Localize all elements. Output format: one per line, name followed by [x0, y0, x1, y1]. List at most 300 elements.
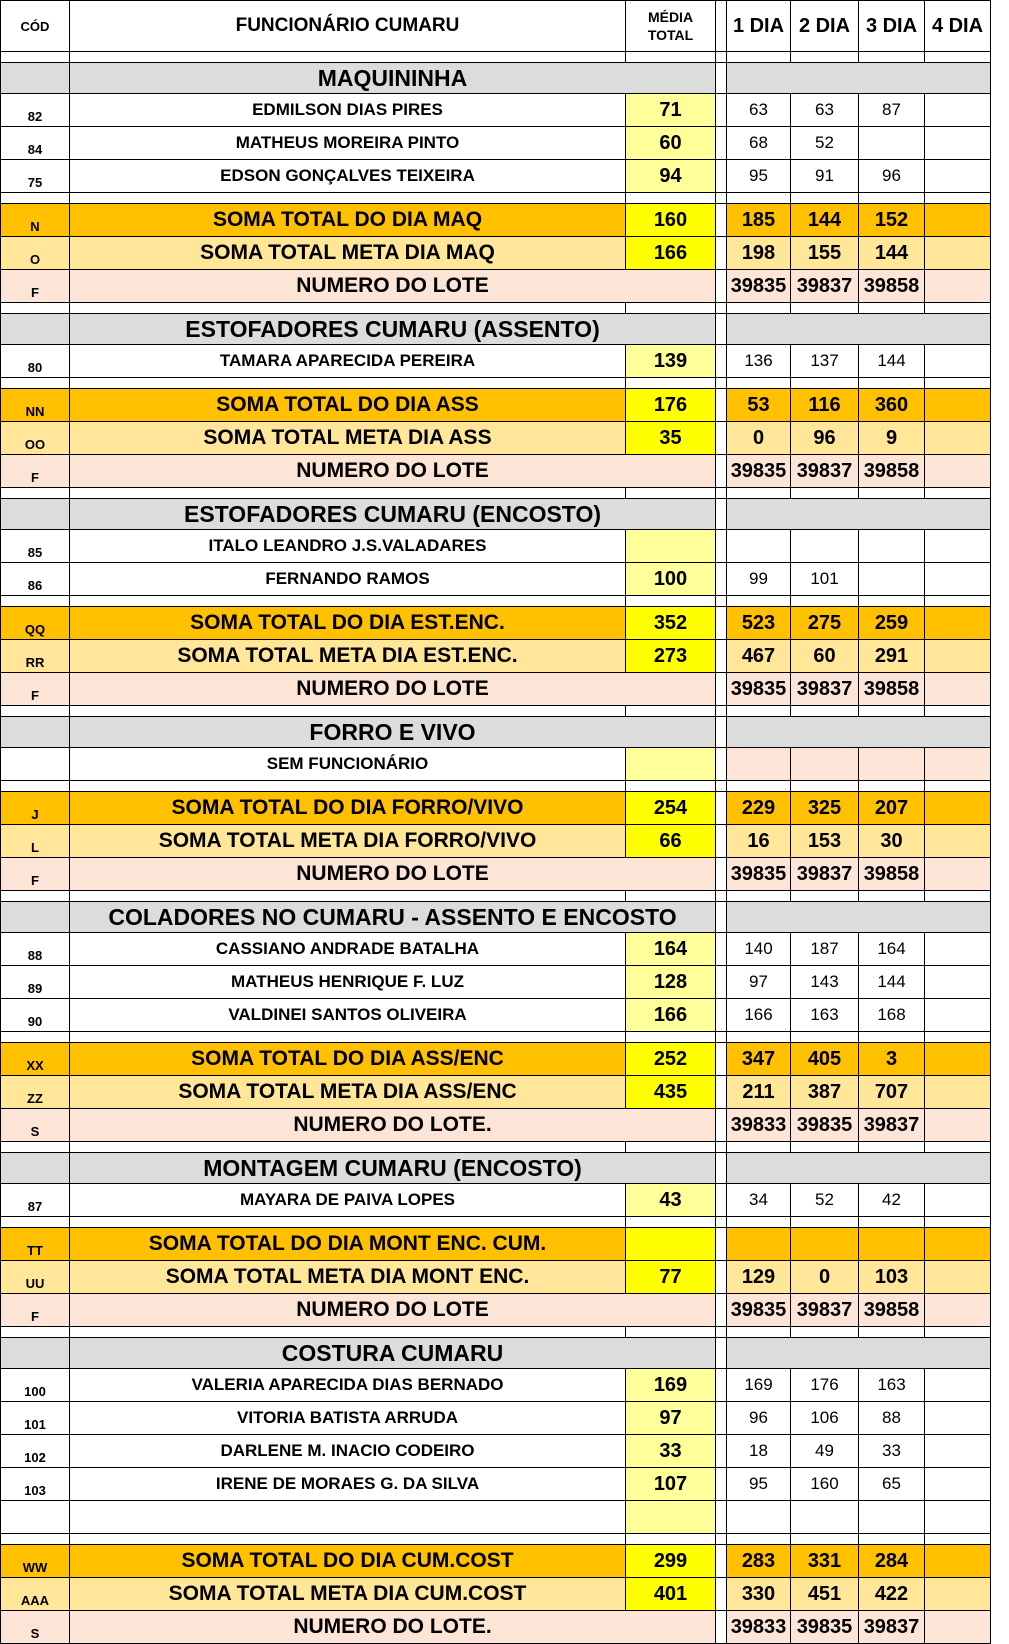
employee-cod: 86 — [1, 563, 70, 596]
separator-cell — [716, 607, 727, 640]
gap-row — [1, 891, 991, 902]
lote-day-1: 39835 — [727, 455, 791, 488]
meta-row — [1, 825, 991, 858]
gap-cell — [70, 596, 626, 607]
lote-day-3: 39858 — [859, 858, 925, 891]
employee-day-3 — [859, 1501, 925, 1534]
lote-day-1: 39833 — [727, 1611, 791, 1644]
employee-day-1 — [727, 1501, 791, 1534]
total-cod: N — [1, 204, 70, 237]
employee-cod: 87 — [1, 1184, 70, 1217]
gap-cell — [859, 193, 925, 204]
separator-cell — [716, 792, 727, 825]
employee-cod: 90 — [1, 999, 70, 1032]
section-header-row — [1, 63, 991, 94]
employee-media: 97 — [626, 1402, 716, 1435]
meta-day-3: 291 — [859, 640, 925, 673]
gap-cell — [925, 378, 991, 389]
lote-cod: S — [1, 1109, 70, 1142]
gap-cell — [925, 1032, 991, 1043]
gap-cell — [925, 193, 991, 204]
meta-cod: O — [1, 237, 70, 270]
separator-cell — [716, 345, 727, 378]
gap-cell — [791, 1327, 859, 1338]
total-day-2: 331 — [791, 1545, 859, 1578]
gap-cell — [1, 1327, 70, 1338]
gap-cell — [791, 1217, 859, 1228]
employee-media: 94 — [626, 160, 716, 193]
meta-cod: OO — [1, 422, 70, 455]
gap-row — [1, 378, 991, 389]
employee-row — [1, 999, 991, 1032]
gap-cell — [626, 193, 716, 204]
separator-cell — [716, 94, 727, 127]
employee-name: VALERIA APARECIDA DIAS BERNADO — [70, 1369, 626, 1402]
lote-row — [1, 858, 991, 891]
employee-day-2: 101 — [791, 563, 859, 596]
gap-cell — [626, 378, 716, 389]
separator-cell — [716, 999, 727, 1032]
meta-row — [1, 237, 991, 270]
gap-cell — [70, 1217, 626, 1228]
gap-cell — [859, 706, 925, 717]
separator-cell — [716, 63, 727, 94]
total-day-3: 360 — [859, 389, 925, 422]
total-day-1: 53 — [727, 389, 791, 422]
separator-cell — [716, 1261, 727, 1294]
gap-cell — [925, 303, 991, 314]
total-day-2: 405 — [791, 1043, 859, 1076]
gap-cell — [1, 781, 70, 792]
employee-day-4 — [925, 933, 991, 966]
separator-cell — [716, 1032, 727, 1043]
total-cod: NN — [1, 389, 70, 422]
meta-day-3: 707 — [859, 1076, 925, 1109]
meta-day-1: 211 — [727, 1076, 791, 1109]
lote-day-4 — [925, 270, 991, 303]
employee-media: 107 — [626, 1468, 716, 1501]
lote-day-2: 39837 — [791, 673, 859, 706]
separator-cell — [716, 1534, 727, 1545]
separator-cell — [716, 160, 727, 193]
section-cod-cell — [1, 1153, 70, 1184]
employee-row — [1, 127, 991, 160]
gap-cell — [859, 1217, 925, 1228]
gap-cell — [727, 193, 791, 204]
meta-row — [1, 1261, 991, 1294]
employee-cod — [1, 748, 70, 781]
meta-media: 273 — [626, 640, 716, 673]
total-cod: WW — [1, 1545, 70, 1578]
gap-cell — [1, 1142, 70, 1153]
total-day-2 — [791, 1228, 859, 1261]
gap-cell — [859, 1142, 925, 1153]
employee-media: 169 — [626, 1369, 716, 1402]
meta-cod: RR — [1, 640, 70, 673]
employee-day-1: 166 — [727, 999, 791, 1032]
meta-label: SOMA TOTAL META DIA MONT ENC. — [70, 1261, 626, 1294]
gap-cell — [727, 1327, 791, 1338]
separator-cell — [716, 1338, 727, 1369]
lote-day-1: 39835 — [727, 270, 791, 303]
gap-cell — [925, 781, 991, 792]
meta-media: 35 — [626, 422, 716, 455]
separator-cell — [716, 1076, 727, 1109]
gap-cell — [626, 781, 716, 792]
employee-day-4 — [925, 966, 991, 999]
header-media-line1: MÉDIA — [647, 9, 694, 25]
gap-cell — [727, 1534, 791, 1545]
lote-cod: S — [1, 1611, 70, 1644]
separator-cell — [716, 1142, 727, 1153]
meta-day-2: 387 — [791, 1076, 859, 1109]
total-media: 352 — [626, 607, 716, 640]
gap-cell — [626, 303, 716, 314]
employee-day-2 — [791, 748, 859, 781]
employee-media — [626, 748, 716, 781]
gap-cell — [626, 596, 716, 607]
separator-cell — [716, 389, 727, 422]
gap-cell — [925, 1142, 991, 1153]
gap-cell — [1, 596, 70, 607]
gap-cell — [859, 596, 925, 607]
employee-row — [1, 966, 991, 999]
gap-row — [1, 1327, 991, 1338]
section-title: MONTAGEM CUMARU (ENCOSTO) — [70, 1153, 716, 1184]
separator-cell — [716, 237, 727, 270]
meta-media: 435 — [626, 1076, 716, 1109]
header-cod: CÓD — [1, 1, 70, 52]
separator-cell — [716, 1611, 727, 1644]
employee-media: 60 — [626, 127, 716, 160]
total-day-4 — [925, 792, 991, 825]
gap-cell — [70, 1534, 626, 1545]
gap-cell — [859, 1534, 925, 1545]
employee-day-1: 96 — [727, 1402, 791, 1435]
meta-day-2: 96 — [791, 422, 859, 455]
employee-row — [1, 94, 991, 127]
section-title: MAQUININHA — [70, 63, 716, 94]
employee-media — [626, 530, 716, 563]
employee-day-1: 97 — [727, 966, 791, 999]
employee-day-3: 164 — [859, 933, 925, 966]
gap-cell — [727, 781, 791, 792]
employee-day-1: 169 — [727, 1369, 791, 1402]
total-day-3: 207 — [859, 792, 925, 825]
lote-label: NUMERO DO LOTE — [70, 1294, 716, 1327]
employee-day-2: 176 — [791, 1369, 859, 1402]
employee-day-1: 68 — [727, 127, 791, 160]
gap-cell — [70, 1327, 626, 1338]
header-name: FUNCIONÁRIO CUMARU — [70, 1, 626, 52]
employee-day-1: 99 — [727, 563, 791, 596]
gap-cell — [859, 781, 925, 792]
gap-cell — [1, 891, 70, 902]
section-header-row — [1, 902, 991, 933]
total-label: SOMA TOTAL DO DIA EST.ENC. — [70, 607, 626, 640]
employee-name: FERNANDO RAMOS — [70, 563, 626, 596]
sheet-body — [1, 1, 991, 1644]
employee-day-4 — [925, 1468, 991, 1501]
employee-cod: 80 — [1, 345, 70, 378]
meta-day-3: 30 — [859, 825, 925, 858]
employee-cod: 102 — [1, 1435, 70, 1468]
total-label: SOMA TOTAL DO DIA MONT ENC. CUM. — [70, 1228, 626, 1261]
section-days-cell — [727, 1338, 991, 1369]
employee-day-2: 49 — [791, 1435, 859, 1468]
employee-name: EDMILSON DIAS PIRES — [70, 94, 626, 127]
section-days-cell — [727, 717, 991, 748]
lote-day-1: 39835 — [727, 858, 791, 891]
employee-row — [1, 1402, 991, 1435]
employee-name: MAYARA DE PAIVA LOPES — [70, 1184, 626, 1217]
gap-cell — [791, 303, 859, 314]
separator-cell — [716, 1294, 727, 1327]
gap-cell — [925, 52, 991, 63]
gap-cell — [727, 706, 791, 717]
total-day-4 — [925, 607, 991, 640]
employee-cod: 84 — [1, 127, 70, 160]
employee-day-2: 137 — [791, 345, 859, 378]
header-day-4: 4 DIA — [925, 1, 991, 52]
lote-day-4 — [925, 1294, 991, 1327]
employee-row — [1, 160, 991, 193]
meta-day-4 — [925, 1076, 991, 1109]
employee-name: MATHEUS MOREIRA PINTO — [70, 127, 626, 160]
gap-row — [1, 488, 991, 499]
separator-cell — [716, 858, 727, 891]
employee-name: VALDINEI SANTOS OLIVEIRA — [70, 999, 626, 1032]
gap-cell — [727, 378, 791, 389]
lote-day-1: 39833 — [727, 1109, 791, 1142]
separator-cell — [716, 303, 727, 314]
employee-name — [70, 1501, 626, 1534]
lote-day-4 — [925, 1109, 991, 1142]
total-day-2: 275 — [791, 607, 859, 640]
employee-name: ITALO LEANDRO J.S.VALADARES — [70, 530, 626, 563]
employee-cod: 85 — [1, 530, 70, 563]
lote-day-4 — [925, 858, 991, 891]
gap-cell — [791, 52, 859, 63]
total-cod: QQ — [1, 607, 70, 640]
section-days-cell — [727, 902, 991, 933]
employee-day-2: 63 — [791, 94, 859, 127]
gap-row — [1, 1142, 991, 1153]
separator-cell — [716, 596, 727, 607]
meta-day-1: 129 — [727, 1261, 791, 1294]
section-title: ESTOFADORES CUMARU (ENCOSTO) — [70, 499, 716, 530]
meta-day-3: 144 — [859, 237, 925, 270]
gap-cell — [626, 706, 716, 717]
section-days-cell — [727, 63, 991, 94]
meta-day-4 — [925, 1261, 991, 1294]
employee-row — [1, 748, 991, 781]
employee-day-4 — [925, 1184, 991, 1217]
gap-cell — [727, 52, 791, 63]
lote-label: NUMERO DO LOTE — [70, 858, 716, 891]
section-cod-cell — [1, 499, 70, 530]
separator-cell — [716, 717, 727, 748]
gap-cell — [1, 1534, 70, 1545]
separator-cell — [716, 902, 727, 933]
meta-row — [1, 1578, 991, 1611]
meta-day-1: 16 — [727, 825, 791, 858]
employee-media: 100 — [626, 563, 716, 596]
total-day-4 — [925, 389, 991, 422]
lote-day-1: 39835 — [727, 1294, 791, 1327]
employee-day-2 — [791, 1501, 859, 1534]
employee-cod: 89 — [1, 966, 70, 999]
lote-day-2: 39837 — [791, 270, 859, 303]
total-day-2: 144 — [791, 204, 859, 237]
lote-day-2: 39837 — [791, 858, 859, 891]
lote-label: NUMERO DO LOTE — [70, 455, 716, 488]
separator-cell — [716, 933, 727, 966]
gap-cell — [791, 193, 859, 204]
total-label: SOMA TOTAL DO DIA FORRO/VIVO — [70, 792, 626, 825]
total-day-1: 229 — [727, 792, 791, 825]
meta-day-4 — [925, 1578, 991, 1611]
lote-row — [1, 1611, 991, 1644]
employee-day-2: 52 — [791, 1184, 859, 1217]
employee-cod: 88 — [1, 933, 70, 966]
lote-day-2: 39835 — [791, 1611, 859, 1644]
section-header-row — [1, 1153, 991, 1184]
lote-day-4 — [925, 673, 991, 706]
total-row — [1, 1228, 991, 1261]
gap-cell — [1, 1032, 70, 1043]
employee-day-2: 187 — [791, 933, 859, 966]
section-header-row — [1, 314, 991, 345]
employee-day-1: 95 — [727, 1468, 791, 1501]
total-day-3: 152 — [859, 204, 925, 237]
employee-day-2: 143 — [791, 966, 859, 999]
employee-day-4 — [925, 94, 991, 127]
total-day-3: 284 — [859, 1545, 925, 1578]
gap-row — [1, 1032, 991, 1043]
employee-name: CASSIANO ANDRADE BATALHA — [70, 933, 626, 966]
gap-cell — [925, 706, 991, 717]
separator-cell — [716, 1402, 727, 1435]
employee-row — [1, 1184, 991, 1217]
separator-cell — [716, 706, 727, 717]
gap-cell — [925, 488, 991, 499]
total-row — [1, 1545, 991, 1578]
section-header-row — [1, 499, 991, 530]
lote-day-1: 39835 — [727, 673, 791, 706]
employee-day-2: 52 — [791, 127, 859, 160]
meta-day-2: 153 — [791, 825, 859, 858]
meta-day-2: 451 — [791, 1578, 859, 1611]
employee-media — [626, 1501, 716, 1534]
employee-cod — [1, 1501, 70, 1534]
separator-cell — [716, 891, 727, 902]
section-title: COSTURA CUMARU — [70, 1338, 716, 1369]
header-day-2: 2 DIA — [791, 1, 859, 52]
meta-row — [1, 640, 991, 673]
gap-cell — [727, 1142, 791, 1153]
gap-row — [1, 1217, 991, 1228]
separator-cell — [716, 499, 727, 530]
employee-media: 128 — [626, 966, 716, 999]
gap-row — [1, 52, 991, 63]
employee-day-1 — [727, 530, 791, 563]
employee-row — [1, 345, 991, 378]
employee-day-3: 168 — [859, 999, 925, 1032]
section-days-cell — [727, 499, 991, 530]
gap-row — [1, 1534, 991, 1545]
gap-cell — [70, 891, 626, 902]
total-day-1: 347 — [727, 1043, 791, 1076]
separator-cell — [716, 966, 727, 999]
gap-cell — [791, 1534, 859, 1545]
total-cod: XX — [1, 1043, 70, 1076]
meta-label: SOMA TOTAL META DIA MAQ — [70, 237, 626, 270]
lote-label: NUMERO DO LOTE. — [70, 1611, 716, 1644]
total-cod: TT — [1, 1228, 70, 1261]
total-media: 299 — [626, 1545, 716, 1578]
separator-cell — [716, 1578, 727, 1611]
separator-cell — [716, 781, 727, 792]
gap-cell — [626, 1217, 716, 1228]
meta-day-2: 0 — [791, 1261, 859, 1294]
gap-cell — [70, 781, 626, 792]
total-row — [1, 607, 991, 640]
employee-day-3: 42 — [859, 1184, 925, 1217]
gap-cell — [727, 596, 791, 607]
separator-cell — [716, 1435, 727, 1468]
gap-cell — [925, 1327, 991, 1338]
gap-cell — [925, 1217, 991, 1228]
gap-cell — [70, 378, 626, 389]
gap-cell — [791, 596, 859, 607]
employee-row — [1, 1435, 991, 1468]
employee-day-3 — [859, 127, 925, 160]
gap-cell — [727, 1032, 791, 1043]
meta-day-3: 422 — [859, 1578, 925, 1611]
lote-day-3: 39858 — [859, 673, 925, 706]
total-day-4 — [925, 1043, 991, 1076]
gap-cell — [859, 1032, 925, 1043]
gap-row — [1, 706, 991, 717]
meta-day-2: 60 — [791, 640, 859, 673]
employee-day-4 — [925, 999, 991, 1032]
gap-cell — [791, 706, 859, 717]
separator-cell — [716, 748, 727, 781]
lote-row — [1, 270, 991, 303]
meta-day-4 — [925, 640, 991, 673]
total-day-1 — [727, 1228, 791, 1261]
employee-row — [1, 1468, 991, 1501]
total-media — [626, 1228, 716, 1261]
employee-cod: 101 — [1, 1402, 70, 1435]
gap-cell — [925, 891, 991, 902]
employee-name: IRENE DE MORAES G. DA SILVA — [70, 1468, 626, 1501]
separator-cell — [716, 825, 727, 858]
gap-cell — [626, 488, 716, 499]
employee-day-4 — [925, 563, 991, 596]
meta-label: SOMA TOTAL META DIA CUM.COST — [70, 1578, 626, 1611]
meta-day-3: 9 — [859, 422, 925, 455]
gap-cell — [925, 596, 991, 607]
employee-day-4 — [925, 345, 991, 378]
gap-cell — [727, 1217, 791, 1228]
employee-day-2: 106 — [791, 1402, 859, 1435]
gap-cell — [1, 706, 70, 717]
meta-label: SOMA TOTAL META DIA ASS/ENC — [70, 1076, 626, 1109]
meta-media: 77 — [626, 1261, 716, 1294]
employee-day-1 — [727, 748, 791, 781]
